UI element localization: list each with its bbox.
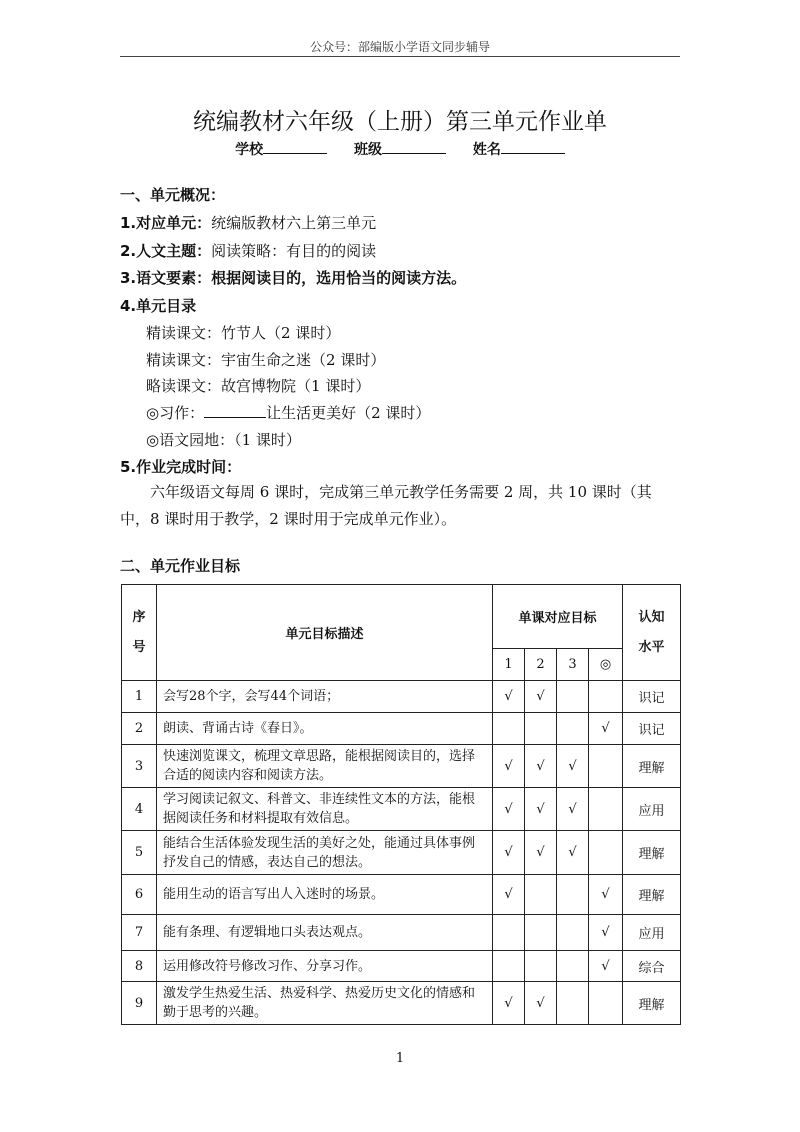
row-number: 4: [122, 788, 157, 831]
check-cell: √: [493, 745, 525, 788]
check-cell: √: [557, 745, 589, 788]
check-cell: √: [525, 982, 557, 1025]
check-cell: √: [525, 831, 557, 875]
check-cell: [493, 951, 525, 982]
check-cell: [557, 875, 589, 915]
header-lessons: 单课对应目标: [493, 585, 623, 649]
name-blank[interactable]: [501, 140, 565, 154]
row-description: 能有条理、有逻辑地口头表达观点。: [157, 915, 493, 951]
header-level: 认知水平: [623, 585, 681, 681]
lesson-col-header: ◎: [589, 649, 623, 681]
check-cell: [557, 713, 589, 745]
header-divider: [120, 56, 680, 57]
item-value: 统编版教材六上第三单元: [211, 214, 377, 232]
lesson-col-header: 2: [525, 649, 557, 681]
check-cell: √: [589, 875, 623, 915]
page-number: 1: [395, 1051, 405, 1066]
row-number: 2: [122, 713, 157, 745]
header-seq: 序号: [122, 585, 157, 681]
header-desc: 单元目标描述: [157, 585, 493, 681]
row-description: 运用修改符号修改习作、分享习作。: [157, 951, 493, 982]
level-cell: 理解: [623, 831, 681, 875]
row-number: 7: [122, 915, 157, 951]
table-row: [122, 915, 681, 951]
table-row: [122, 951, 681, 982]
overview-item-unit: [120, 212, 376, 233]
check-cell: √: [525, 745, 557, 788]
level-cell: 理解: [623, 982, 681, 1025]
check-cell: √: [525, 681, 557, 713]
catalog-entry: 精读课文：竹节人（2 课时）: [146, 324, 341, 342]
school-blank[interactable]: [263, 140, 327, 154]
table-row: [122, 982, 681, 1025]
row-description: 快速浏览课文，梳理文章思路，能根据阅读目的，选择合适的阅读内容和阅读方法。: [157, 745, 493, 788]
item-label: 1.对应单元：: [120, 214, 212, 232]
catalog-suffix: 让生活更美好（2 课时）: [266, 404, 431, 422]
check-cell: √: [557, 831, 589, 875]
check-cell: [589, 982, 623, 1025]
goals-table: [121, 584, 681, 1025]
check-cell: [525, 875, 557, 915]
catalog-entry-writing: [146, 402, 430, 423]
check-cell: √: [493, 788, 525, 831]
item-value: 阅读策略：有目的的阅读: [211, 242, 377, 260]
check-cell: √: [557, 788, 589, 831]
overview-item-elements: [120, 267, 466, 288]
row-number: 1: [122, 681, 157, 713]
check-cell: √: [493, 875, 525, 915]
row-description: 激发学生热爱生活、热爱科学、热爱历史文化的情感和勤于思考的兴趣。: [157, 982, 493, 1025]
overview-item-time-heading: 5.作业完成时间：: [120, 458, 242, 476]
catalog-entry: ◎语文园地：（1 课时）: [146, 431, 301, 449]
table-row: [122, 788, 681, 831]
check-cell: [589, 831, 623, 875]
row-description: 能结合生活体验发现生活的美好之处，能通过具体事例抒发自己的情感，表达自己的想法。: [157, 831, 493, 875]
row-number: 6: [122, 875, 157, 915]
catalog-entry: 略读课文：故宫博物院（1 课时）: [146, 377, 371, 395]
level-cell: 理解: [623, 875, 681, 915]
row-number: 8: [122, 951, 157, 982]
lesson-col-header: 1: [493, 649, 525, 681]
school-label: 学校: [235, 142, 264, 158]
check-cell: √: [589, 713, 623, 745]
row-description: 能用生动的语言写出人入迷时的场景。: [157, 875, 493, 915]
check-cell: √: [525, 788, 557, 831]
overview-item-theme: [120, 240, 376, 261]
section1-heading: 一、单元概况：: [120, 186, 226, 204]
row-number: 3: [122, 745, 157, 788]
table-row: [122, 681, 681, 713]
check-cell: [525, 951, 557, 982]
row-number: 9: [122, 982, 157, 1025]
check-cell: [525, 713, 557, 745]
section2-heading: 二、单元作业目标: [120, 557, 241, 575]
document-title: 统编教材六年级（上册）第三单元作业单: [193, 109, 607, 135]
row-number: 5: [122, 831, 157, 875]
item-label: 3.语文要素：: [120, 269, 212, 287]
check-cell: √: [493, 681, 525, 713]
name-label: 姓名: [472, 142, 501, 158]
check-cell: [557, 681, 589, 713]
check-cell: [557, 951, 589, 982]
check-cell: [557, 982, 589, 1025]
check-cell: [589, 681, 623, 713]
check-cell: [589, 745, 623, 788]
class-label: 班级: [354, 142, 382, 158]
check-cell: [525, 915, 557, 951]
table-row: [122, 831, 681, 875]
item-label: 2.人文主题：: [120, 242, 212, 260]
check-cell: √: [589, 915, 623, 951]
level-cell: 应用: [623, 915, 681, 951]
check-cell: [589, 788, 623, 831]
level-cell: 识记: [623, 713, 681, 745]
row-description: 学习阅读记叙文、科普文、非连续性文本的方法，能根据阅读任务和材料提取有效信息。: [157, 788, 493, 831]
check-cell: √: [493, 831, 525, 875]
item-value: 根据阅读目的，选用恰当的阅读方法。: [211, 269, 467, 287]
table-row: [122, 875, 681, 915]
check-cell: √: [493, 982, 525, 1025]
table-row: [122, 745, 681, 788]
lesson-col-header: 3: [557, 649, 589, 681]
check-cell: [493, 915, 525, 951]
overview-item-catalog-heading: 4.单元目录: [120, 297, 197, 315]
level-cell: 应用: [623, 788, 681, 831]
level-cell: 识记: [623, 681, 681, 713]
catalog-prefix: ◎习作：: [146, 404, 205, 422]
check-cell: [557, 915, 589, 951]
level-cell: 综合: [623, 951, 681, 982]
level-cell: 理解: [623, 745, 681, 788]
check-cell: [493, 713, 525, 745]
time-paragraph: 六年级语文每周 6 课时，完成第三单元教学任务需要 2 周，共 10 课时（其中，8 课时用于教学，2 课时用于完成单元作业）。: [120, 483, 652, 528]
writing-title-blank[interactable]: [204, 405, 266, 418]
row-description: 朗读、背诵古诗《春日》。: [157, 713, 493, 745]
page-header: 公众号：部编版小学语文同步辅导: [309, 40, 490, 54]
row-description: 会写28个字，会写44个词语；: [157, 681, 493, 713]
catalog-entry: 精读课文：宇宙生命之迷（2 课时）: [146, 351, 386, 369]
class-blank[interactable]: [382, 140, 446, 154]
check-cell: √: [589, 951, 623, 982]
table-row: [122, 713, 681, 745]
student-info-fields: [0, 139, 800, 159]
